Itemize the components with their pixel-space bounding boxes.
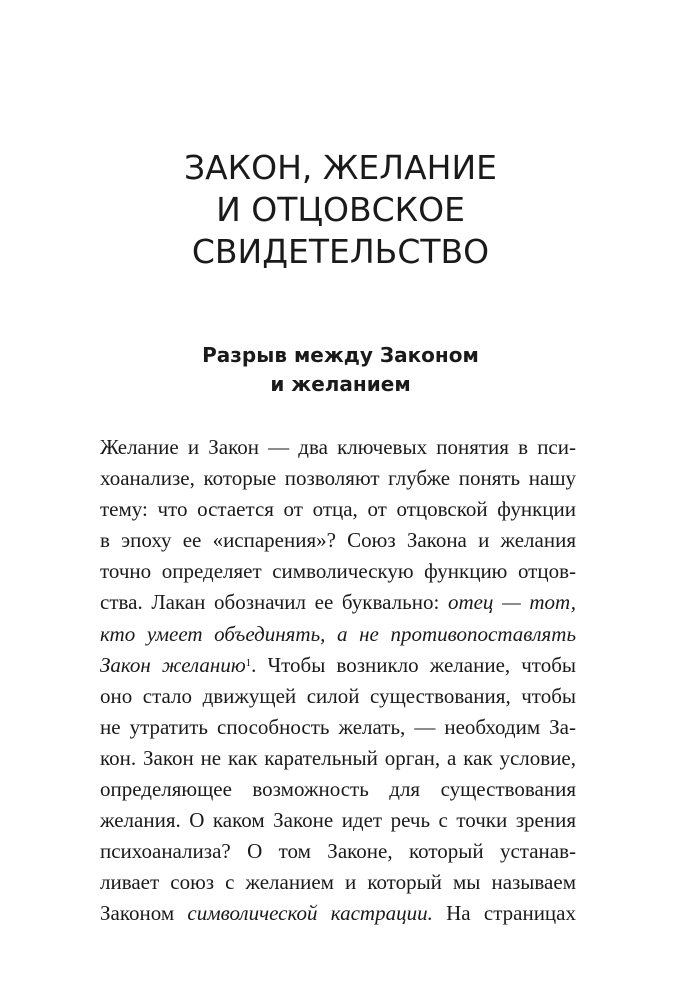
text-line: ливает союз с желанием и который мы называем [100,870,576,895]
section-title-line: и желанием [270,372,411,396]
text-line: хоанализе, которые позволяют глубже понять нашу [100,466,576,491]
chapter-title-line: СВИДЕТЕЛЬСТВО [191,232,490,271]
text-line [100,898,576,929]
body-paragraph [100,432,576,930]
text-line: определяющее возможность для существования [100,777,576,802]
section-title-line: Разрыв между Законом [202,343,479,367]
text-line: Желание и Закон — два ключевых понятия в пси- [100,435,576,459]
section-title [0,341,681,399]
italic-text-run: кто умеет объединять, а не противопоставлять [100,621,576,646]
text-line: тему: что остается от отца, от отцовской функции [100,497,576,522]
italic-text-run: отец — тот, [447,590,576,615]
text-line: точно определяет символическую функцию отцов- [100,559,576,584]
text-line: не утратить способность желать, — необходим За- [100,714,576,739]
chapter-title-line: ЗАКОН, ЖЕЛАНИЕ [183,148,498,187]
text-line: оно стало движущей силой существования, чтобы [100,683,576,708]
text-run: ства. Лакан обозначил ее буквально: [100,590,448,615]
text-line: в эпоху ее «испарения»? Союз Закона и желания [100,528,576,553]
italic-text-run: Закон желанию [100,652,246,677]
text-line: желания. О каком Законе идет речь с точки зрения [100,808,576,833]
footnote-marker[interactable]: 1 [245,656,252,669]
chapter-title-line: И ОТЦОВСКОЕ [216,190,465,229]
text-line [100,587,576,618]
chapter-title [0,147,681,273]
text-line [100,619,576,650]
text-run: . Чтобы возникло желание, чтобы [251,652,577,677]
text-line: психоанализа? О том Законе, который устанав- [100,839,576,864]
text-run: Законом [100,901,188,926]
text-line [100,650,576,681]
text-line: кон. Закон не как карательный орган, а как условие, [100,745,576,770]
text-run: На страницах [432,901,576,926]
italic-text-run: символической кастрации. [187,901,433,926]
